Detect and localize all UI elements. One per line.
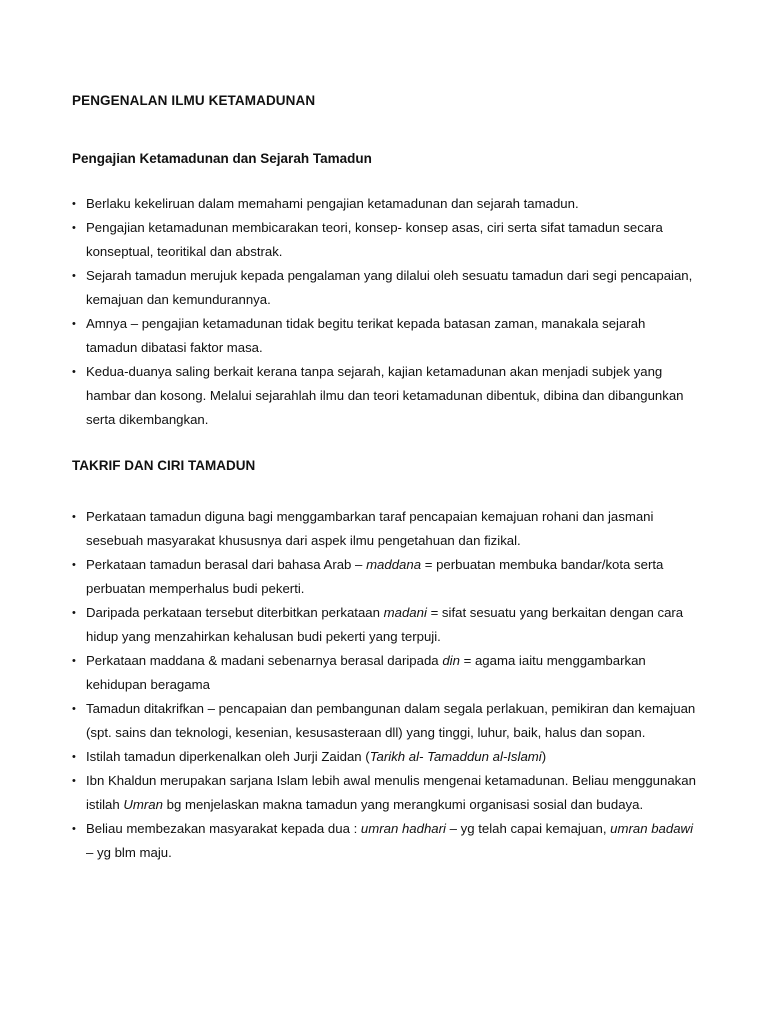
italic-term: umran hadhari <box>360 821 446 836</box>
list-item <box>72 745 700 769</box>
document-content <box>72 92 700 865</box>
bullet-icon: • <box>72 222 76 234</box>
list-item <box>72 601 700 649</box>
list-item-text: bg menjelaskan makna tamadun yang merangkumi organisasi sosial dan budaya. <box>162 797 644 812</box>
list-item-text: Pengajian ketamadunan membicarakan teori, konsep- konsep asas, ciri serta sifat tamadun secara konseptual, teoritikal dan abstrak. <box>86 220 663 259</box>
bullet-icon: • <box>72 823 76 835</box>
list-item <box>72 769 700 817</box>
section-heading-pengajian: Pengajian Ketamadunan dan Sejarah Tamadun <box>72 151 372 166</box>
bullet-icon: • <box>72 607 76 619</box>
list-item <box>72 649 700 697</box>
list-item <box>72 192 700 216</box>
italic-term: din <box>442 653 460 668</box>
list-item <box>72 216 700 264</box>
list-item-text: Tamadun ditakrifkan – pencapaian dan pembangunan dalam segala perlakuan, pemikiran dan kemajuan (spt. sains dan teknologi, kesenian, kesusasteraan dll) yang tinggi, luhur, baik, halus dan sopan. <box>86 701 696 740</box>
list-item-text: = sifat sesuatu yang berkaitan dengan cara hidup yang menzahirkan kehalusan budi pekerti yang terpuji. <box>86 605 684 644</box>
bullet-icon: • <box>72 511 76 523</box>
bullet-icon: • <box>72 655 76 667</box>
section-heading-takrif: TAKRIF DAN CIRI TAMADUN <box>72 458 256 473</box>
list-item-text: Kedua-duanya saling berkait kerana tanpa sejarah, kajian ketamadunan akan menjadi subjek yang hambar dan kosong. Melalui sejarahlah ilmu dan teori ketamadunan dibentuk, dibina dan dibangunkan serta dikembangkan. <box>86 364 684 427</box>
italic-term: maddana <box>366 557 422 572</box>
list-item-text: – yg blm maju. <box>86 845 172 860</box>
bullet-icon: • <box>72 318 76 330</box>
list-item-text: Sejarah tamadun merujuk kepada pengalaman yang dilalui oleh sesuatu tamadun dari segi pencapaian, kemajuan dan kemundurannya. <box>86 268 693 307</box>
list-item-text: Amnya – pengajian ketamadunan tidak begitu terikat kepada batasan zaman, manakala sejarah tamadun dibatasi faktor masa. <box>86 316 646 355</box>
list-item-text: = agama iaitu menggambarkan kehidupan beragama <box>86 653 646 692</box>
list-item <box>72 360 700 432</box>
document-title: PENGENALAN ILMU KETAMADUNAN <box>72 93 316 108</box>
list-item-text: = perbuatan membuka bandar/kota serta perbuatan memperhalus budi pekerti. <box>86 557 664 596</box>
list-item <box>72 505 700 553</box>
list-item-text: Perkataan tamadun diguna bagi menggambarkan taraf pencapaian kemajuan rohani dan jasmani sesebuah masyarakat khususnya dari aspek ilmu pengetahuan dan fizikal. <box>86 509 654 548</box>
list-item-text: ) <box>541 749 547 764</box>
bullet-icon: • <box>72 198 76 210</box>
list-item <box>72 312 700 360</box>
list-item-text: Ibn Khaldun merupakan sarjana Islam lebih awal menulis mengenai ketamadunan. Beliau menggunakan istilah <box>86 773 696 812</box>
bullet-icon: • <box>72 270 76 282</box>
list-item-text: Beliau membezakan masyarakat kepada dua : <box>86 821 361 836</box>
italic-term: Umran <box>123 797 163 812</box>
bullet-list-pengajian <box>72 192 700 432</box>
bullet-icon: • <box>72 559 76 571</box>
italic-term: Tarikh al- Tamaddun al-Islami <box>369 749 542 764</box>
list-item <box>72 553 700 601</box>
list-item <box>72 817 700 865</box>
bullet-icon: • <box>72 366 76 378</box>
list-item-text: – yg telah capai kemajuan, <box>445 821 611 836</box>
bullet-list-takrif <box>72 505 700 865</box>
italic-term: madani <box>383 605 427 620</box>
list-item-text: Berlaku kekeliruan dalam memahami pengajian ketamadunan dan sejarah tamadun. <box>86 196 579 211</box>
list-item <box>72 697 700 745</box>
list-item-text: Perkataan maddana & madani sebenarnya berasal daripada <box>86 653 443 668</box>
bullet-icon: • <box>72 751 76 763</box>
italic-term: umran badawi <box>610 821 694 836</box>
bullet-icon: • <box>72 703 76 715</box>
list-item-text: Istilah tamadun diperkenalkan oleh Jurji Zaidan ( <box>86 749 370 764</box>
list-item <box>72 264 700 312</box>
list-item-text: Perkataan tamadun berasal dari bahasa Arab – <box>86 557 367 572</box>
bullet-icon: • <box>72 775 76 787</box>
list-item-text: Daripada perkataan tersebut diterbitkan perkataan <box>86 605 384 620</box>
